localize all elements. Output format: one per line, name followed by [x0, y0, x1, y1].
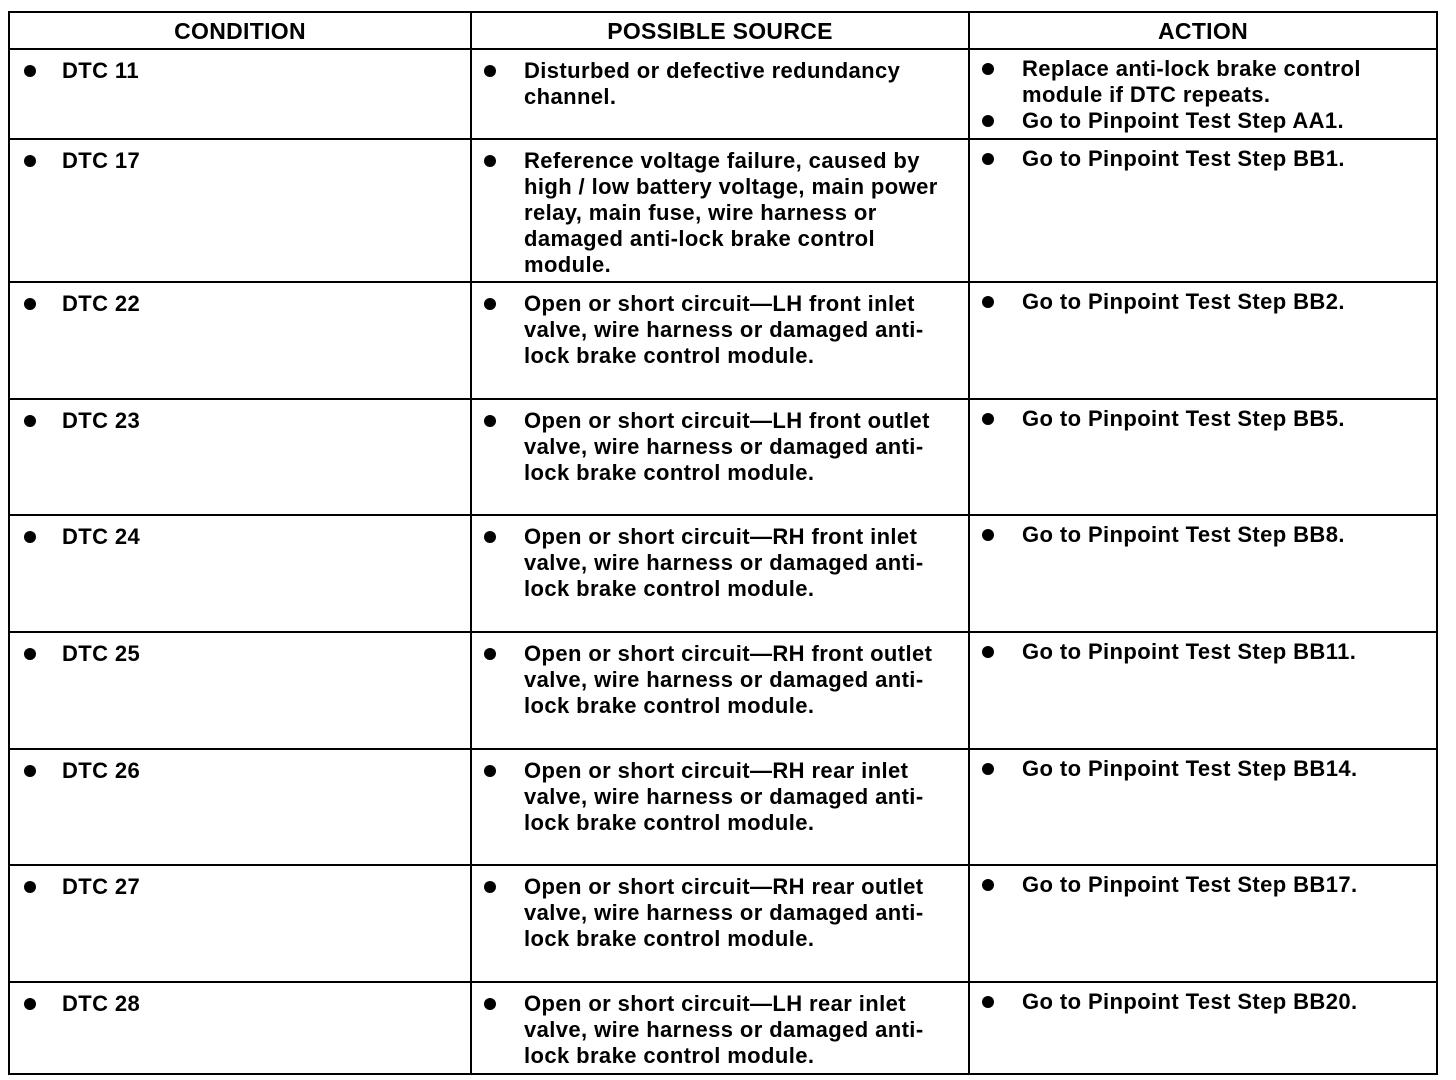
possible-source-cell	[472, 750, 970, 864]
table-row	[10, 50, 1436, 140]
bullet-icon	[24, 765, 36, 777]
condition-cell	[10, 633, 472, 748]
bullet-entry	[472, 400, 968, 486]
bullet-entry	[472, 983, 968, 1069]
possible-source-cell	[472, 633, 970, 748]
possible-source-text: Open or short circuit—RH front inlet valve, wire harness or damaged anti-lock brake control module.	[524, 524, 924, 601]
bullet-entry	[472, 50, 968, 110]
bullet-entry	[10, 50, 470, 84]
condition-cell	[10, 516, 472, 631]
condition-cell	[10, 140, 472, 281]
condition-text: DTC 28	[62, 991, 141, 1016]
table-header	[10, 13, 1436, 50]
bullet-icon	[982, 153, 994, 165]
bullet-icon	[24, 998, 36, 1010]
bullet-icon	[982, 413, 994, 425]
bullet-entry	[10, 983, 470, 1017]
action-cell	[970, 866, 1436, 981]
bullet-entry	[970, 983, 1436, 1015]
condition-text: DTC 25	[62, 641, 141, 666]
possible-source-text: Open or short circuit—LH rear inlet valve, wire harness or damaged anti-lock brake control module.	[524, 991, 924, 1068]
possible-source-cell	[472, 140, 970, 281]
condition-text: DTC 26	[62, 758, 141, 783]
bullet-entry	[970, 750, 1436, 782]
action-text: Go to Pinpoint Test Step AA1.	[1022, 108, 1345, 133]
bullet-entry	[970, 283, 1436, 315]
condition-text: DTC 17	[62, 148, 141, 173]
bullet-icon	[982, 996, 994, 1008]
bullet-entry	[10, 866, 470, 900]
possible-source-text: Open or short circuit—RH rear outlet valve, wire harness or damaged anti-lock brake control module.	[524, 874, 924, 951]
table-row	[10, 750, 1436, 866]
bullet-entry	[10, 750, 470, 784]
bullet-icon	[484, 531, 496, 543]
action-cell	[970, 516, 1436, 631]
possible-source-text: Disturbed or defective redundancy channel.	[524, 58, 901, 109]
table-row	[10, 983, 1436, 1073]
condition-cell	[10, 400, 472, 514]
action-cell	[970, 140, 1436, 281]
header-condition: CONDITION	[10, 13, 472, 48]
bullet-icon	[484, 998, 496, 1010]
bullet-icon	[982, 115, 994, 127]
possible-source-text: Open or short circuit—LH front inlet valve, wire harness or damaged anti-lock brake control module.	[524, 291, 924, 368]
action-cell	[970, 983, 1436, 1073]
bullet-icon	[982, 763, 994, 775]
action-cell	[970, 50, 1436, 138]
condition-text: DTC 22	[62, 291, 141, 316]
table-row	[10, 283, 1436, 400]
table-row	[10, 400, 1436, 516]
table-row	[10, 633, 1436, 750]
action-text: Go to Pinpoint Test Step BB14.	[1022, 756, 1358, 781]
bullet-icon	[24, 531, 36, 543]
header-action: ACTION	[1158, 18, 1248, 44]
bullet-icon	[24, 155, 36, 167]
bullet-icon	[24, 298, 36, 310]
condition-cell	[10, 866, 472, 981]
possible-source-text: Open or short circuit—LH front outlet valve, wire harness or damaged anti-lock brake control module.	[524, 408, 930, 485]
header-possible-source: POSSIBLE SOURCE	[472, 13, 970, 48]
bullet-entry	[970, 516, 1436, 548]
bullet-icon	[24, 65, 36, 77]
condition-cell	[10, 750, 472, 864]
bullet-entry	[970, 866, 1436, 898]
bullet-entry	[970, 50, 1436, 108]
bullet-icon	[982, 63, 994, 75]
bullet-entry	[472, 140, 968, 278]
bullet-icon	[24, 648, 36, 660]
action-cell	[970, 400, 1436, 514]
bullet-entry	[10, 633, 470, 667]
bullet-entry	[970, 400, 1436, 432]
condition-text: DTC 24	[62, 524, 141, 549]
action-cell	[970, 750, 1436, 864]
condition-text: DTC 23	[62, 408, 141, 433]
bullet-icon	[24, 881, 36, 893]
possible-source-cell	[472, 283, 970, 398]
action-text: Go to Pinpoint Test Step BB17.	[1022, 872, 1358, 897]
possible-source-cell	[472, 866, 970, 981]
bullet-entry	[472, 750, 968, 836]
diagnostic-table	[8, 11, 1438, 1075]
table-row	[10, 516, 1436, 633]
bullet-icon	[24, 415, 36, 427]
bullet-icon	[982, 879, 994, 891]
bullet-entry	[970, 633, 1436, 665]
possible-source-text: Open or short circuit—RH front outlet valve, wire harness or damaged anti-lock brake control module.	[524, 641, 933, 718]
possible-source-cell	[472, 400, 970, 514]
action-text: Go to Pinpoint Test Step BB5.	[1022, 406, 1345, 431]
possible-source-text: Open or short circuit—RH rear inlet valve, wire harness or damaged anti-lock brake control module.	[524, 758, 924, 835]
possible-source-cell	[472, 983, 970, 1073]
action-text: Replace anti-lock brake control module if DTC repeats.	[1022, 56, 1361, 107]
bullet-entry	[10, 400, 470, 434]
bullet-entry	[472, 633, 968, 719]
action-cell	[970, 283, 1436, 398]
bullet-icon	[982, 296, 994, 308]
bullet-icon	[484, 298, 496, 310]
condition-cell	[10, 50, 472, 138]
action-text: Go to Pinpoint Test Step BB2.	[1022, 289, 1345, 314]
bullet-entry	[970, 140, 1436, 172]
bullet-entry	[472, 866, 968, 952]
bullet-icon	[484, 155, 496, 167]
bullet-icon	[982, 529, 994, 541]
bullet-icon	[484, 415, 496, 427]
bullet-icon	[484, 765, 496, 777]
table-row	[10, 140, 1436, 283]
possible-source-cell	[472, 516, 970, 631]
bullet-icon	[484, 881, 496, 893]
table-body	[10, 50, 1436, 1073]
bullet-icon	[484, 65, 496, 77]
bullet-icon	[982, 646, 994, 658]
table-row	[10, 866, 1436, 983]
possible-source-cell	[472, 50, 970, 138]
action-text: Go to Pinpoint Test Step BB11.	[1022, 639, 1357, 664]
bullet-entry	[10, 283, 470, 317]
bullet-icon	[484, 648, 496, 660]
bullet-entry	[472, 516, 968, 602]
possible-source-text: Reference voltage failure, caused by high / low battery voltage, main power relay, main fuse, wire harness or damaged anti-lock brake control module.	[524, 148, 938, 277]
condition-text: DTC 27	[62, 874, 141, 899]
condition-text: DTC 11	[62, 58, 139, 83]
action-text: Go to Pinpoint Test Step BB20.	[1022, 989, 1358, 1014]
condition-cell	[10, 283, 472, 398]
action-cell	[970, 633, 1436, 748]
condition-cell	[10, 983, 472, 1073]
bullet-entry	[10, 140, 470, 174]
action-text: Go to Pinpoint Test Step BB8.	[1022, 522, 1345, 547]
action-text: Go to Pinpoint Test Step BB1.	[1022, 146, 1345, 171]
bullet-entry	[970, 108, 1436, 134]
bullet-entry	[10, 516, 470, 550]
bullet-entry	[472, 283, 968, 369]
